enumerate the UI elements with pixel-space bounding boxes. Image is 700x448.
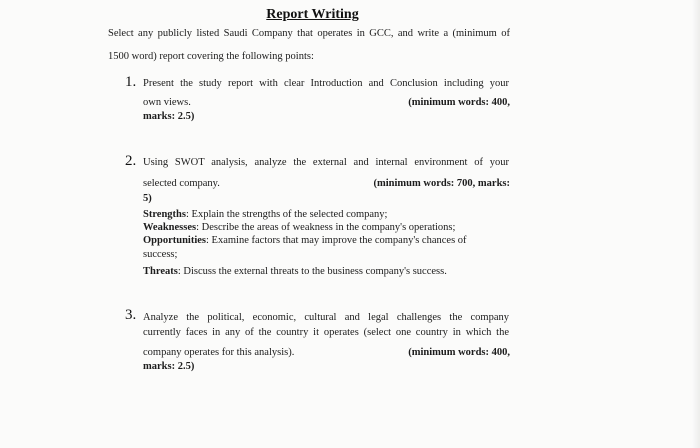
item-2-number: 2. bbox=[125, 153, 137, 169]
item-3-requirement: (minimum words: 400, bbox=[408, 347, 510, 358]
intro-line-1: Select any publicly listed Saudi Company that operates in GCC, and write a (minimum of bbox=[108, 28, 510, 39]
swot-opportunities bbox=[143, 235, 467, 246]
item-1-marks: marks: 2.5) bbox=[143, 111, 195, 122]
item-3-number: 3. bbox=[125, 307, 137, 323]
item-1-requirement: (minimum words: 400, bbox=[408, 97, 510, 108]
item-3-line-1: Analyze the political, economic, cultural and legal challenges the company bbox=[143, 312, 509, 323]
document-title: Report Writing bbox=[266, 7, 359, 22]
swot-weaknesses-text: : Describe the areas of weakness in the company's operations; bbox=[196, 222, 456, 233]
swot-threats-label: Threats bbox=[143, 266, 178, 277]
intro-line-2: 1500 word) report covering the following points: bbox=[108, 51, 314, 62]
item-2-requirement: (minimum words: 700, marks: bbox=[373, 178, 510, 189]
item-1-line-1: Present the study report with clear Introduction and Conclusion including your bbox=[143, 78, 509, 89]
swot-strengths-text: : Explain the strengths of the selected company; bbox=[185, 209, 388, 220]
swot-threats-text: : Discuss the external threats to the business company's success. bbox=[177, 266, 447, 277]
swot-weaknesses bbox=[143, 222, 455, 233]
item-1-number: 1. bbox=[125, 74, 137, 90]
swot-opportunities-label: Opportunities bbox=[143, 235, 207, 246]
item-1-line-2: own views. bbox=[143, 97, 191, 108]
item-3-line-3: company operates for this analysis). bbox=[143, 347, 295, 358]
item-3-line-2: currently faces in any of the country it operates (select one country in which the bbox=[143, 327, 509, 338]
swot-weaknesses-label: Weaknesses bbox=[143, 222, 197, 233]
swot-opportunities-text: : Examine factors that may improve the company's chances of bbox=[206, 235, 467, 246]
item-2-line-1: Using SWOT analysis, analyze the external and internal environment of your bbox=[143, 157, 509, 168]
item-2-line-2: selected company. bbox=[143, 178, 220, 189]
page-edge-shadow bbox=[692, 0, 700, 448]
swot-threats bbox=[143, 266, 447, 277]
item-2-marks: 5) bbox=[143, 193, 152, 204]
swot-strengths bbox=[143, 209, 387, 220]
swot-opportunities-cont: success; bbox=[143, 249, 178, 260]
swot-strengths-label: Strengths bbox=[143, 209, 186, 220]
item-3-marks: marks: 2.5) bbox=[143, 361, 195, 372]
